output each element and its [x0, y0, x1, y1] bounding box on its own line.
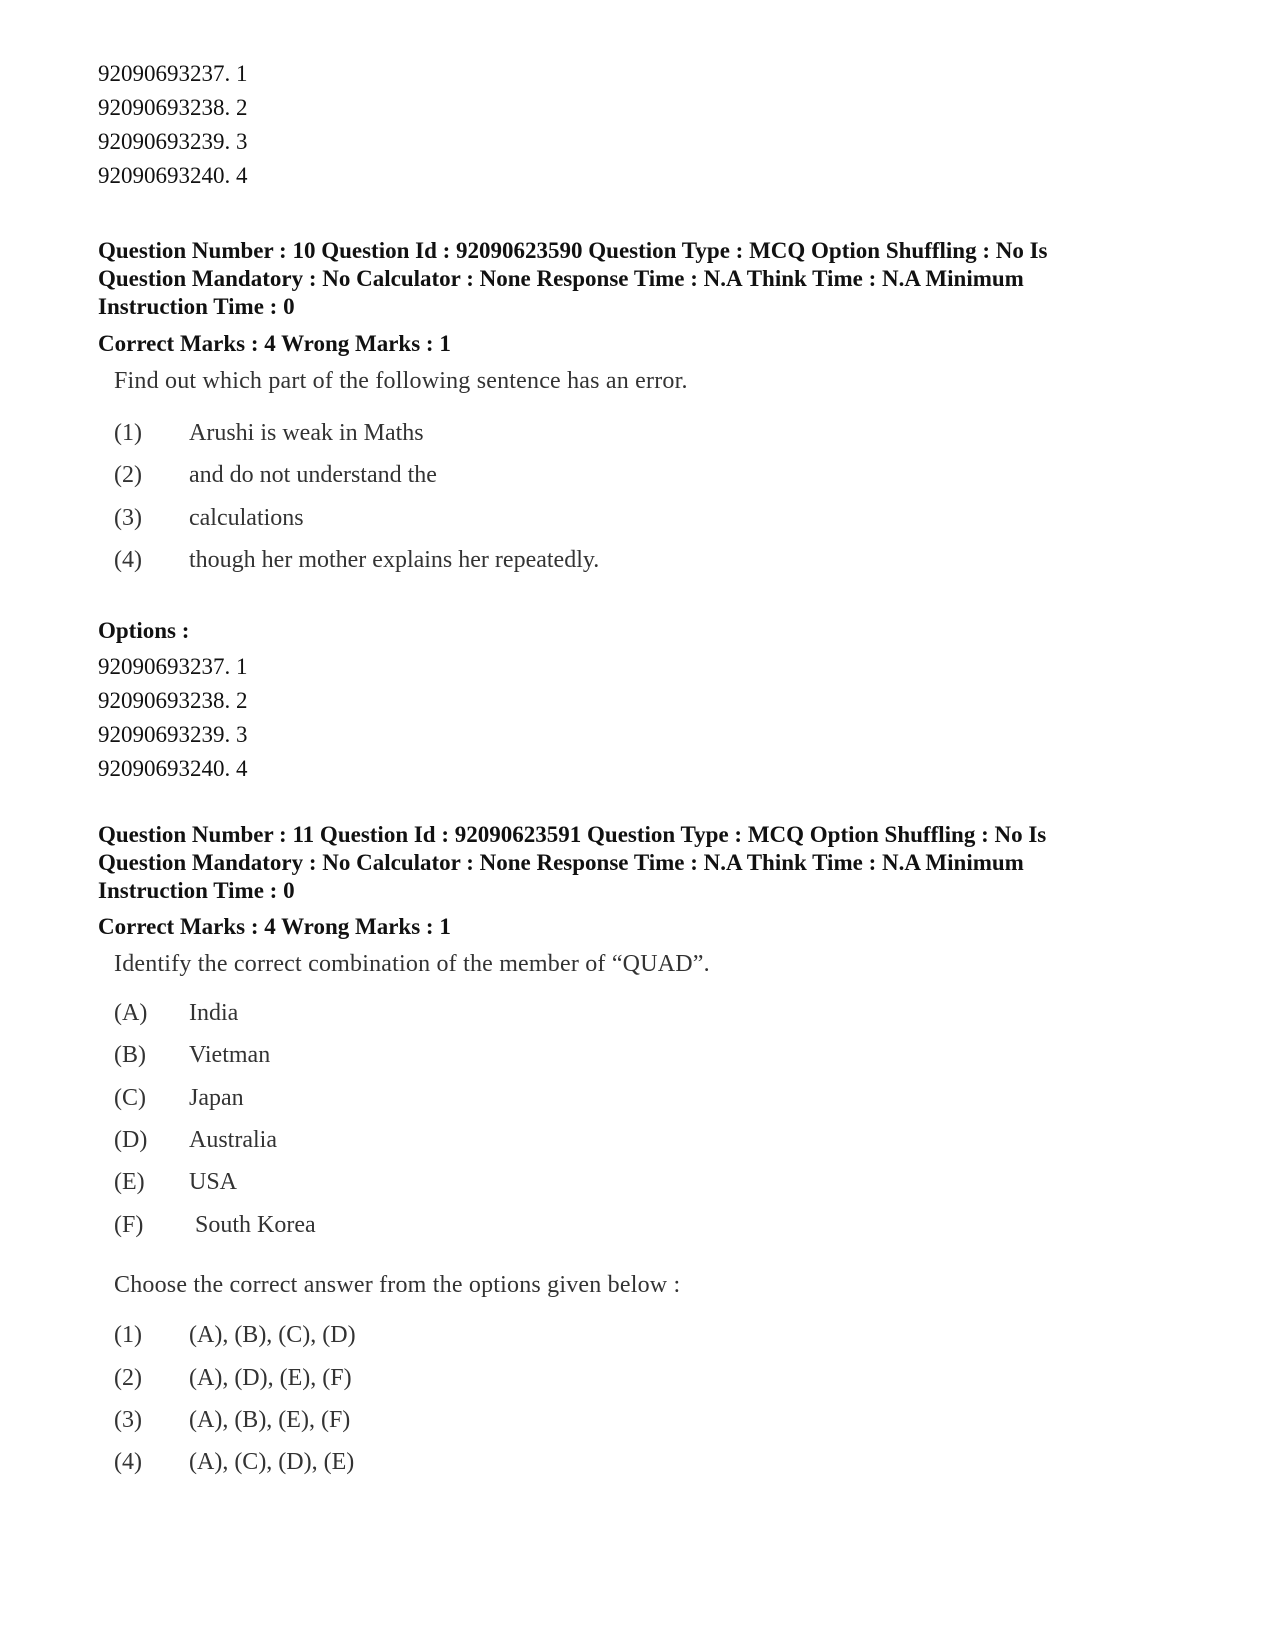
q11-answer-text: (A), (D), (E), (F) [189, 1365, 352, 1391]
q10-part-label: (4) [114, 547, 142, 573]
q10-part-text: Arushi is weak in Maths [189, 420, 424, 446]
q11-member [114, 1042, 270, 1074]
q11-answer [114, 1407, 350, 1439]
q11-member-text: Australia [189, 1127, 277, 1153]
q11-member-label: (B) [114, 1042, 146, 1068]
q10-part [114, 420, 424, 452]
q11-member-label: (F) [114, 1212, 144, 1238]
q11-answer [114, 1365, 352, 1397]
q11-answer-text: (A), (B), (E), (F) [189, 1407, 351, 1433]
q10-options-list [98, 650, 248, 786]
option-line: 92090693239. 3 [98, 129, 248, 154]
q10-marks: Correct Marks : 4 Wrong Marks : 1 [98, 331, 451, 356]
q10-meta-line: Instruction Time : 0 [98, 294, 295, 319]
option-line: 92090693240. 4 [98, 756, 248, 781]
q10-part [114, 462, 437, 494]
q11-member-text: Vietman [189, 1042, 271, 1068]
q10-part [114, 547, 599, 579]
q11-answer [114, 1322, 356, 1354]
q11-member [114, 1169, 237, 1201]
q11-member-text: South Korea [189, 1212, 316, 1238]
q11-member-text: Japan [189, 1085, 244, 1111]
q11-meta [98, 821, 1198, 905]
q11-meta-line: Question Mandatory : No Calculator : None Response Time : N.A Think Time : N.A Minimum [98, 850, 1024, 875]
option-line: 92090693240. 4 [98, 163, 248, 188]
q11-answer-label: (3) [114, 1407, 142, 1433]
q11-answer-label: (2) [114, 1365, 142, 1391]
q11-meta-line: Question Number : 11 Question Id : 92090623591 Question Type : MCQ Option Shuffling : No Is [98, 822, 1047, 847]
q11-member [114, 1085, 244, 1117]
q10-options-heading: Options : [98, 618, 190, 643]
q11-member-label: (D) [114, 1127, 148, 1153]
q11-member [114, 1212, 316, 1244]
q11-member-text: USA [189, 1169, 238, 1195]
q11-answer-text: (A), (B), (C), (D) [189, 1322, 356, 1348]
q10-part-label: (3) [114, 505, 142, 531]
q11-marks: Correct Marks : 4 Wrong Marks : 1 [98, 914, 451, 939]
q11-answer-label: (4) [114, 1449, 142, 1475]
option-line: 92090693239. 3 [98, 722, 248, 747]
q10-part-text: though her mother explains her repeatedly. [189, 547, 600, 573]
q11-stem: Identify the correct combination of the member of “QUAD”. [114, 951, 710, 977]
q10-part-text: calculations [189, 505, 304, 531]
q11-answer [114, 1449, 354, 1481]
option-line: 92090693238. 2 [98, 688, 248, 713]
q11-answer-text: (A), (C), (D), (E) [189, 1449, 355, 1475]
q11-member [114, 1000, 238, 1032]
q11-member-text: India [189, 1000, 239, 1026]
q10-part-label: (1) [114, 420, 142, 446]
q11-meta-line: Instruction Time : 0 [98, 878, 295, 903]
option-line: 92090693237. 1 [98, 61, 248, 86]
q11-answer-label: (1) [114, 1322, 142, 1348]
q11-member-label: (A) [114, 1000, 148, 1026]
option-line: 92090693237. 1 [98, 654, 248, 679]
option-line: 92090693238. 2 [98, 95, 248, 120]
q10-stem: Find out which part of the following sentence has an error. [114, 368, 688, 394]
q11-member [114, 1127, 277, 1159]
q10-meta-line: Question Mandatory : No Calculator : None Response Time : N.A Think Time : N.A Minimum [98, 266, 1024, 291]
top-options-list [98, 57, 248, 193]
q10-part [114, 505, 304, 537]
q10-part-label: (2) [114, 462, 142, 488]
q11-member-label: (E) [114, 1169, 145, 1195]
q10-part-text: and do not understand the [189, 462, 437, 488]
q11-instruction: Choose the correct answer from the options given below : [114, 1272, 681, 1298]
q10-meta-line: Question Number : 10 Question Id : 92090623590 Question Type : MCQ Option Shuffling : No Is [98, 238, 1048, 263]
q10-meta [98, 237, 1198, 321]
q11-member-label: (C) [114, 1085, 146, 1111]
